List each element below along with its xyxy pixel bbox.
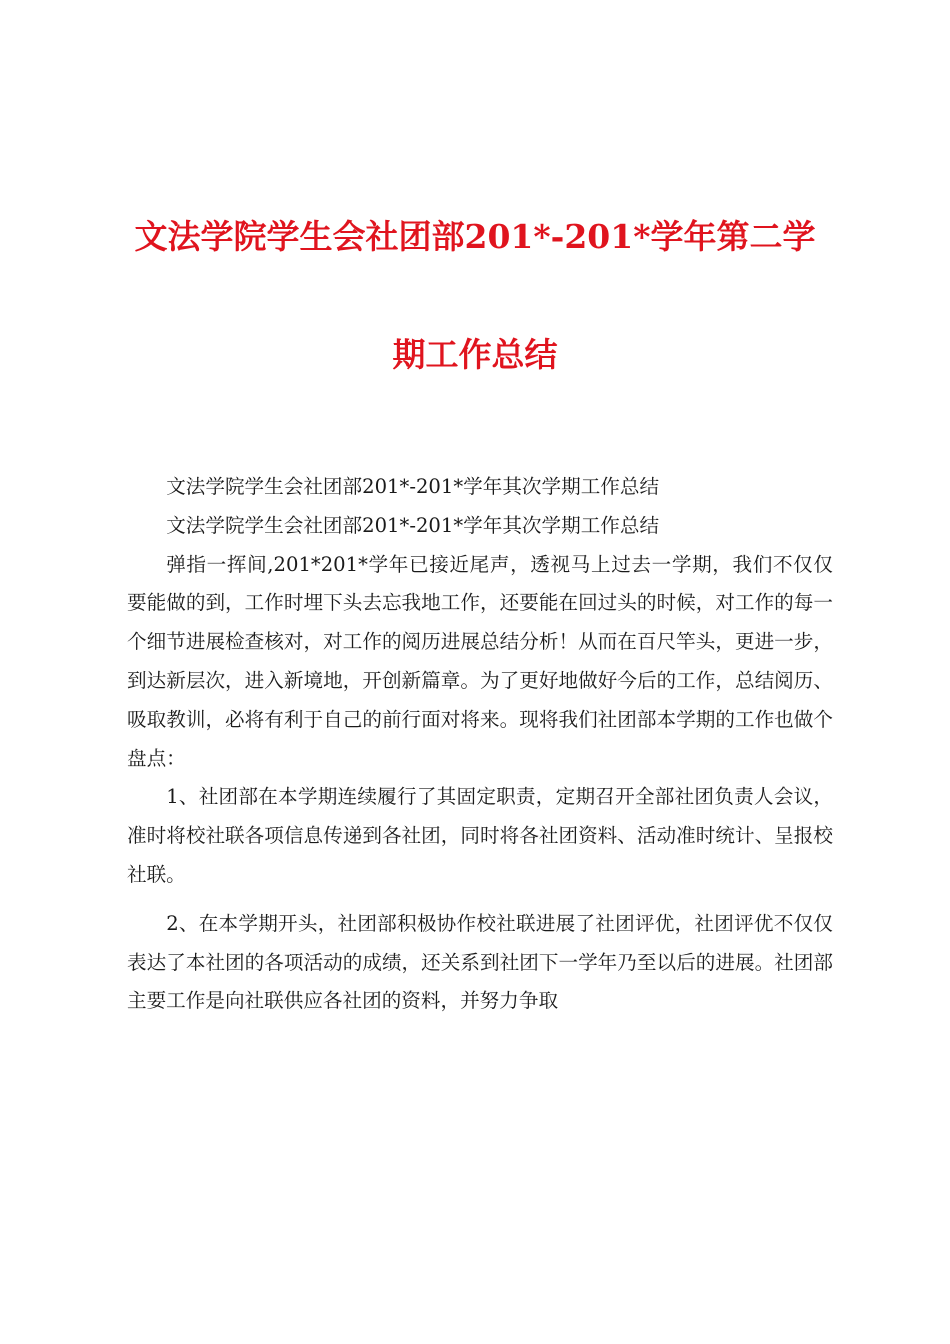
item-2-paragraph: 2、在本学期开头，社团部积极协作校社联进展了社团评优，社团评优不仅仅表达了本社团的各项活动的成绩，还关系到社团下一学年乃至以后的进展。社团部主要工作是向社联供应各社团的资料，并努力争取	[127, 911, 833, 1013]
subtitle-paragraph-repeat: 文法学院学生会社团部201*-201*学年其次学期工作总结	[166, 513, 660, 537]
document-title-line-1: 文法学院学生会社团部201*-201*学年第二学	[134, 217, 816, 256]
document-title-line-2: 期工作总结	[392, 335, 558, 374]
document-body	[127, 468, 833, 1021]
intro-paragraph: 弹指一挥间,201*201*学年已接近尾声，透视马上过去一学期，我们不仅仅要能做的到，工作时埋下头去忘我地工作，还要能在回过头的时候，对工作的每一个细节进展检查核对，对工作的阅历进展总结分析！从而在百尺竿头，更进一步，到达新层次，进入新境地，开创新篇章。为了更好地做好今后的工作，总结阅历、吸取教训，必将有利于自己的前行面对将来。现将我们社团部本学期的工作也做个盘点：	[127, 552, 833, 770]
item-1-paragraph: 1、社团部在本学期连续履行了其固定职责，定期召开全部社团负责人会议，准时将校社联各项信息传递到各社团，同时将各社团资料、活动准时统计、呈报校社联。	[127, 785, 833, 886]
subtitle-paragraph: 文法学院学生会社团部201*-201*学年其次学期工作总结	[166, 475, 660, 498]
